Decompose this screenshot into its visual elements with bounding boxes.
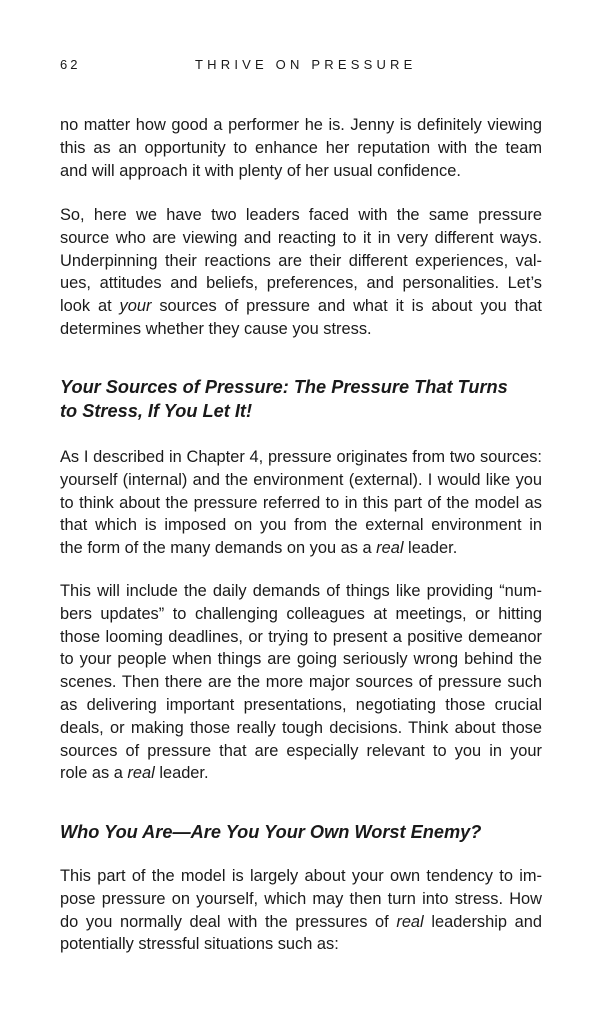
paragraph-3 — [60, 446, 542, 560]
paragraph-1 — [60, 114, 542, 182]
emphasis: real — [376, 539, 404, 558]
paragraph-4 — [60, 580, 542, 785]
text-line: and will approach it with plenty of her usual confidence. — [60, 161, 461, 180]
text-line — [60, 911, 542, 934]
text-line: no matter how good a performer he is. Jenny is definitely viewing — [60, 116, 542, 134]
text-line: as delivering important presentations, negotiating those crucial — [60, 695, 542, 714]
emphasis: your — [119, 297, 152, 316]
text-run: sources of pressure and what it is about you that — [151, 297, 542, 316]
text-line: that which is imposed on you from the external environment in — [60, 516, 542, 535]
text-line: So, here we have two leaders faced with the same pressure — [60, 206, 542, 224]
running-title: THRIVE ON PRESSURE — [195, 57, 417, 72]
text-line: This will include the daily demands of things like providing “num- — [60, 582, 542, 600]
text-line: scenes. Then there are the more major sources of pressure such — [60, 673, 542, 692]
paragraph-5 — [60, 865, 542, 956]
text-line: pose pressure on yourself, which may then turn into stress. How — [60, 889, 542, 908]
text-run: look at — [60, 297, 120, 316]
text-run: role as a — [60, 764, 128, 783]
text-line: bers updates” to challenging colleagues at meetings, or hitting — [60, 604, 542, 623]
text-line: potentially stressful situations such as: — [60, 935, 339, 954]
text-line: those looming deadlines, or trying to present a positive demeanor — [60, 627, 542, 646]
section-heading-2 — [60, 820, 542, 844]
running-head — [60, 57, 542, 73]
text-line: Underpinning their reactions are their different experiences, val- — [60, 251, 542, 270]
text-line: deals, or making those really tough decisions. Think about those — [60, 718, 542, 737]
heading-line: Your Sources of Pressure: The Pressure That Turns — [60, 377, 508, 397]
paragraph-2 — [60, 204, 542, 341]
text-line: As I described in Chapter 4, pressure originates from two sources: — [60, 448, 542, 466]
page-number: 62 — [60, 57, 81, 72]
text-line: ues, attitudes and beliefs, preferences, and personalities. Let’s — [60, 274, 542, 293]
emphasis: real — [127, 764, 155, 783]
heading-line: to Stress, If You Let It! — [60, 401, 252, 421]
text-line — [60, 762, 542, 785]
text-line: This part of the model is largely about your own tendency to im- — [60, 867, 542, 885]
text-run: leadership and — [423, 912, 542, 931]
text-line: yourself (internal) and the environment (external). I would like you — [60, 470, 542, 489]
text-line — [60, 537, 542, 560]
section-heading-1 — [60, 375, 542, 423]
text-line: sources of pressure that are especially relevant to you in your — [60, 741, 542, 760]
text-run: do you normally deal with the pressures of — [60, 912, 397, 931]
heading-line: Who You Are—Are You Your Own Worst Enemy? — [60, 822, 482, 842]
text-line: determines whether they cause you stress. — [60, 319, 372, 338]
text-line: to your people when things are going seriously wrong behind the — [60, 650, 542, 669]
text-run: the form of the many demands on you as a — [60, 539, 377, 558]
text-run: leader. — [403, 539, 458, 558]
text-line: to think about the pressure referred to in this part of the model as — [60, 493, 542, 512]
text-line: source who are viewing and reacting to it in very different ways. — [60, 228, 542, 247]
emphasis: real — [396, 912, 424, 931]
text-line — [60, 295, 542, 318]
text-run: leader. — [154, 764, 209, 783]
text-line: this as an opportunity to enhance her reputation with the team — [60, 138, 542, 157]
